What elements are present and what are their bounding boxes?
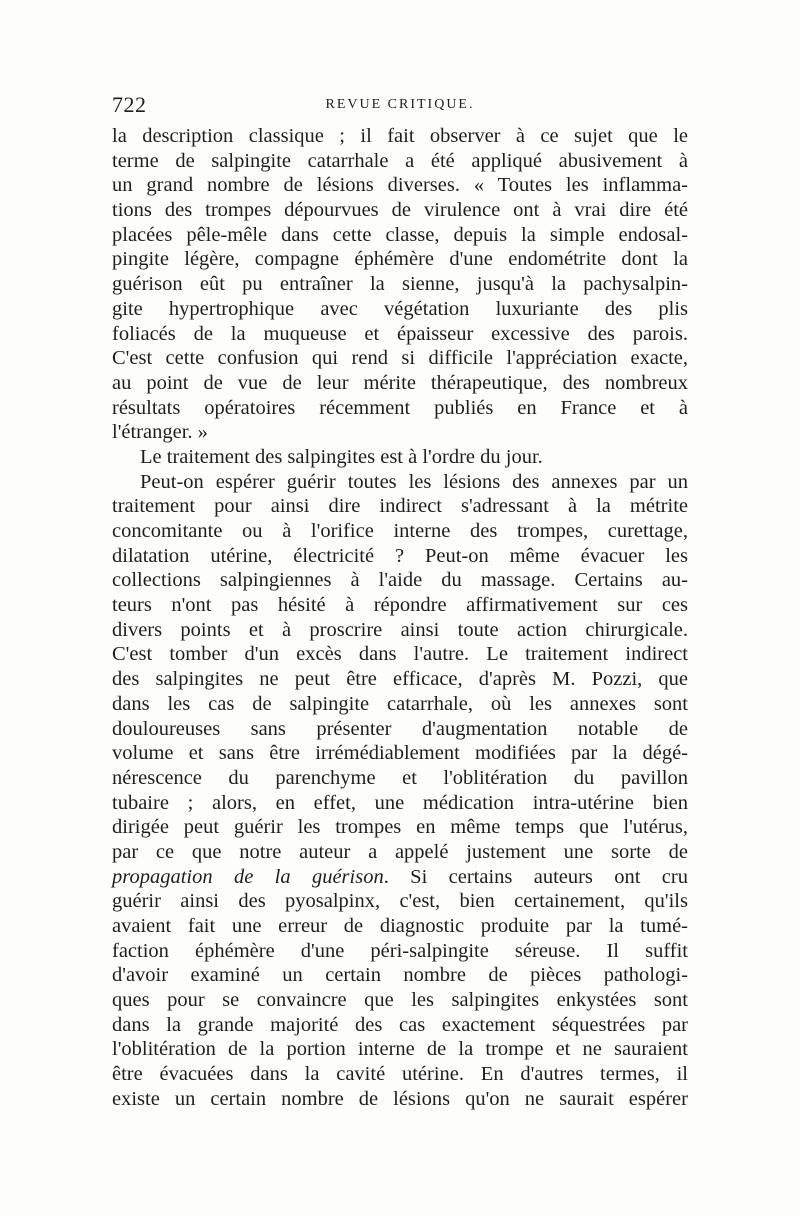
text-line: propagation de la guérison. Si certains auteurs ont cru xyxy=(112,865,688,888)
text-line: dans les cas de salpingite catarrhale, où les annexes sont xyxy=(112,692,688,715)
text-line: concomitante ou à l'orifice interne des trompes, curettage, xyxy=(112,520,688,542)
text-line: teurs n'ont pas hésité à répondre affirmativement sur ces xyxy=(112,594,688,617)
text-line: douloureuses sans présenter d'augmentation notable de xyxy=(112,717,688,740)
text-line: résultats opératoires récemment publiés en France et à xyxy=(112,396,688,419)
paragraph-start-line: Le traitement des salpingites est à l'ordre du jour. xyxy=(140,445,543,468)
text-line: au point de vue de leur mérite thérapeutique, des nombreux xyxy=(112,371,688,394)
italic-phrase: propagation de la guérison xyxy=(112,865,384,888)
text-line: par ce que notre auteur a appelé justement une sorte de xyxy=(112,840,688,863)
paragraph-start-line: Peut-on espérer guérir toutes les lésions des annexes par un xyxy=(140,470,688,493)
text-line: C'est tomber d'un excès dans l'autre. Le traitement indirect xyxy=(112,643,688,666)
text-line: des salpingites ne peut être efficace, d'après M. Pozzi, que xyxy=(112,668,688,691)
text-line: dans la grande majorité des cas exactement séquestrées par xyxy=(112,1013,688,1036)
text-line: C'est cette confusion qui rend si difficile l'appréciation exacte, xyxy=(112,347,688,370)
text-line: un grand nombre de lésions diverses. « Toutes les inflamma- xyxy=(112,174,688,197)
text-line: existe un certain nombre de lésions qu'on ne saurait espérer xyxy=(112,1087,688,1110)
text-line: avaient fait une erreur de diagnostic produite par la tumé- xyxy=(112,915,688,937)
text-line: collections salpingiennes à l'aide du massage. Certains au- xyxy=(112,569,688,592)
text-line: d'avoir examiné un certain nombre de pièces pathologi- xyxy=(112,964,688,987)
text-line: être évacuées dans la cavité utérine. En d'autres termes, il xyxy=(112,1063,688,1086)
text-line: dilatation utérine, électricité ? Peut-on même évacuer les xyxy=(112,544,688,567)
text-line: la description classique ; il fait observer à ce sujet que le xyxy=(112,125,688,147)
text-line: volume et sans être irrémédiablement modifiées par la dégé- xyxy=(112,742,688,765)
running-head: REVUE CRITIQUE. xyxy=(325,97,475,112)
text-line: pingite légère, compagne éphémère d'une endométrite dont la xyxy=(112,248,688,271)
text-line: divers points et à proscrire ainsi toute action chirurgicale. xyxy=(112,618,688,641)
text-line: gite hypertrophique avec végétation luxuriante des plis xyxy=(112,297,688,320)
text-line: faction éphémère d'une péri-salpingite séreuse. Il suffit xyxy=(112,939,688,962)
text-line: nérescence du parenchyme et l'oblitération du pavillon xyxy=(112,766,688,789)
text-line: traitement pour ainsi dire indirect s'adressant à la métrite xyxy=(112,495,688,518)
text-line: ques pour se convaincre que les salpingites enkystées sont xyxy=(112,989,688,1012)
text-line: l'étranger. » xyxy=(112,421,208,444)
text-line: foliacés de la muqueuse et épaisseur excessive des parois. xyxy=(112,322,688,345)
text-line: guérir ainsi des pyosalpinx, c'est, bien certainement, qu'ils xyxy=(112,890,688,913)
text-line: tubaire ; alors, en effet, une médication intra-utérine bien xyxy=(112,791,688,814)
text-line: tions des trompes dépourvues de virulence ont à vrai dire été xyxy=(112,199,688,222)
page-header xyxy=(112,92,688,122)
text-line: l'oblitération de la portion interne de la trompe et ne sauraient xyxy=(112,1038,688,1061)
text-line: guérison eût pu entraîner la sienne, jusqu'à la pachysalpin- xyxy=(112,273,688,296)
page-number: 722 xyxy=(112,92,147,117)
text-line: terme de salpingite catarrhale a été appliqué abusivement à xyxy=(112,149,688,172)
text-line: placées pêle-mêle dans cette classe, depuis la simple endosal- xyxy=(112,223,688,246)
body-text xyxy=(112,124,688,1112)
text-line: dirigée peut guérir les trompes en même temps que l'utérus, xyxy=(112,816,688,839)
